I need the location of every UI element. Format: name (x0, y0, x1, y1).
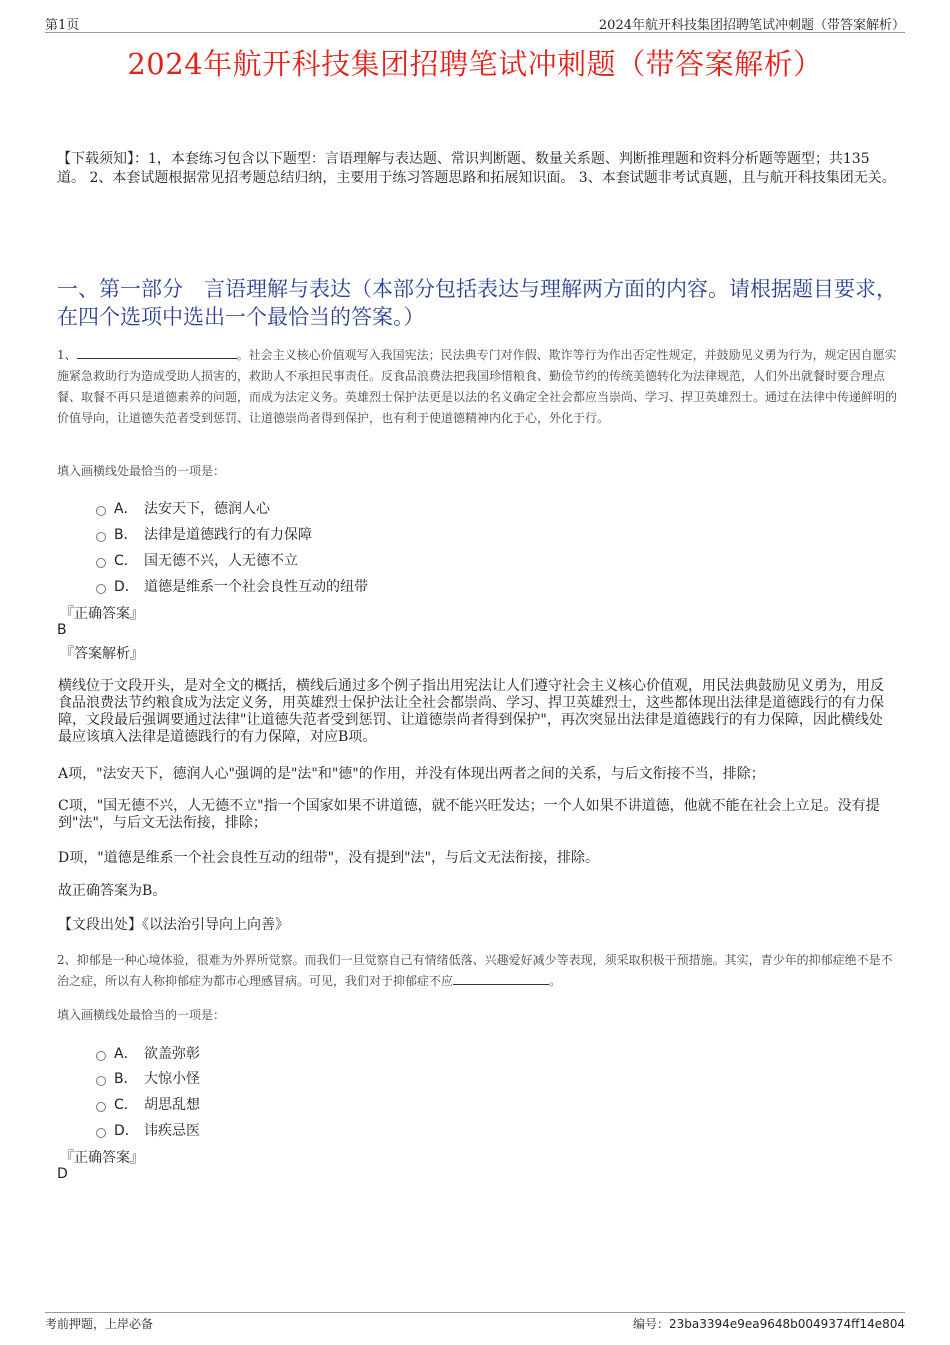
q1-option-c[interactable]: C． 国无德不兴，人无德不立 (96, 550, 298, 570)
document-id: 编号：23ba3394e9ea9648b0049374ff14e804 (633, 1317, 905, 1331)
analysis-label: 『答案解析』 (60, 646, 144, 662)
page-number: 第1页 (45, 18, 80, 33)
footer-divider (45, 1312, 905, 1313)
analysis-paragraph: D项，"道德是维系一个社会良性互动的纽带"，没有提到"法"，与后文无法衔接，排除。 (58, 850, 599, 866)
q2-option-b[interactable]: B． 大惊小怪 (96, 1068, 200, 1088)
analysis-paragraph: 横线位于文段开头，是对全文的概括，横线后通过多个例子指出用宪法让人们遵守社会主义核心价值观，用民法典鼓励见义勇为，用反食品浪费法节约粮食成为法定义务，用英雄烈士保护法让全社会都崇尚、学习、捍卫英雄烈士，这些都体现出法律是道德践行的有力保障，文段最后强调要通过法律"让道德失范者受到惩罚、让道德崇尚者得到保护"，再次突显出法律是道德践行的有力保障，因此横线处最应该填入法律是道德践行的有力保障，对应B项。 (58, 678, 884, 745)
radio-icon[interactable] (96, 1051, 106, 1061)
fill-blank (453, 971, 549, 985)
page-title: 2024年航开科技集团招聘笔试冲刺题（带答案解析） (127, 47, 823, 81)
answer-value: B (57, 622, 67, 638)
text-source: 【文段出处】《以法治引导向上向善》 (58, 917, 289, 933)
answer-label: 『正确答案』 (60, 1150, 144, 1166)
analysis-conclusion: 故正确答案为B。 (58, 883, 167, 899)
q2-option-d[interactable]: D． 讳疾忌医 (96, 1120, 200, 1140)
question-2-prompt: 填入画横线处最恰当的一项是： (57, 1008, 226, 1022)
question-number: 2、 (57, 953, 77, 967)
question-number: 1、 (57, 348, 77, 362)
answer-label: 『正确答案』 (60, 606, 144, 622)
q1-option-a[interactable]: A． 法安天下，德润人心 (96, 498, 270, 518)
analysis-paragraph: A项，"法安天下，德润人心"强调的是"法"和"德"的作用，并没有体现出两者之间的关系，与后文衔接不当，排除； (58, 766, 765, 782)
radio-icon[interactable] (96, 1102, 106, 1112)
section-heading: 一、第一部分 言语理解与表达（本部分包括表达与理解两方面的内容。请根据题目要求，在四个选项中选出一个最恰当的答案。） (57, 277, 897, 329)
question-text: 抑郁是一种心境体验，很难为外界所觉察。而我们一旦觉察自己有情绪低落、兴趣爱好减少等表现，须采取积极干预措施。其实，青少年的抑郁症绝不是不治之症，所以有人称抑郁症为都市心理感冒病。可见，我们对于抑郁症不应 (57, 953, 893, 988)
fill-blank (77, 345, 237, 359)
answer-value: D (57, 1166, 68, 1182)
question-text: 。社会主义核心价值观写入我国宪法；民法典专门对作假、欺诈等行为作出否定性规定，并鼓励见义勇为行为，规定因自愿实施紧急救助行为造成受助人损害的，救助人不承担民事责任。反食品浪费法把我国珍惜粮食、勤俭节约的传统美德转化为法律规范，人们外出就餐时要合理点餐、取餐不再只是道德素养的问题，而成为法定义务。英雄烈士保护法更是以法的名义确定全社会都应当崇尚、学习、捍卫英雄烈士。通过在法律中传递鲜明的价值导向，让道德失范者受到惩罚、让道德崇尚者得到保护，也有利于使道德精神内化于心，外化于行。 (57, 348, 898, 425)
radio-icon[interactable] (96, 558, 106, 568)
q1-option-d[interactable]: D． 道德是维系一个社会良性互动的纽带 (96, 576, 368, 596)
question-1-stem (57, 345, 897, 429)
radio-icon[interactable] (96, 532, 106, 542)
analysis-paragraph: C项，"国无德不兴，人无德不立"指一个国家如果不讲道德，就不能兴旺发达；一个人如果不讲道德，他就不能在社会上立足。没有提到"法"，与后文无法衔接，排除； (58, 798, 880, 831)
q1-option-b[interactable]: B． 法律是道德践行的有力保障 (96, 524, 312, 544)
radio-icon[interactable] (96, 506, 106, 516)
q2-option-c[interactable]: C． 胡思乱想 (96, 1094, 200, 1114)
question-2-stem: 2、抑郁是一种心境体验，很难为外界所觉察。而我们一旦觉察自己有情绪低落、兴趣爱好减少等表现，须采取积极干预措施。其实，青少年的抑郁症绝不是不治之症，所以有人称抑郁症为都市心理感冒病。可见，我们对于抑郁症不应 。 (57, 953, 893, 988)
header-divider (45, 32, 905, 33)
radio-icon[interactable] (96, 584, 106, 594)
radio-icon[interactable] (96, 1128, 106, 1138)
download-notice: 【下载须知】：1，本套练习包含以下题型：言语理解与表达题、常识判断题、数量关系题、判断推理题和资料分析题等题型；共135道。 2、本套试题根据常见招考题总结归纳，主要用于练习答题思路和拓展知识面。 3、本套试题非考试真题，且与航开科技集团无关。 (57, 151, 896, 186)
footer-slogan: 考前押题，上岸必备 (45, 1317, 154, 1331)
running-title: 2024年航开科技集团招聘笔试冲刺题（带答案解析） (598, 18, 905, 33)
radio-icon[interactable] (96, 1076, 106, 1086)
question-1-prompt: 填入画横线处最恰当的一项是： (57, 464, 226, 478)
q2-option-a[interactable]: A． 欲盖弥彰 (96, 1043, 200, 1063)
